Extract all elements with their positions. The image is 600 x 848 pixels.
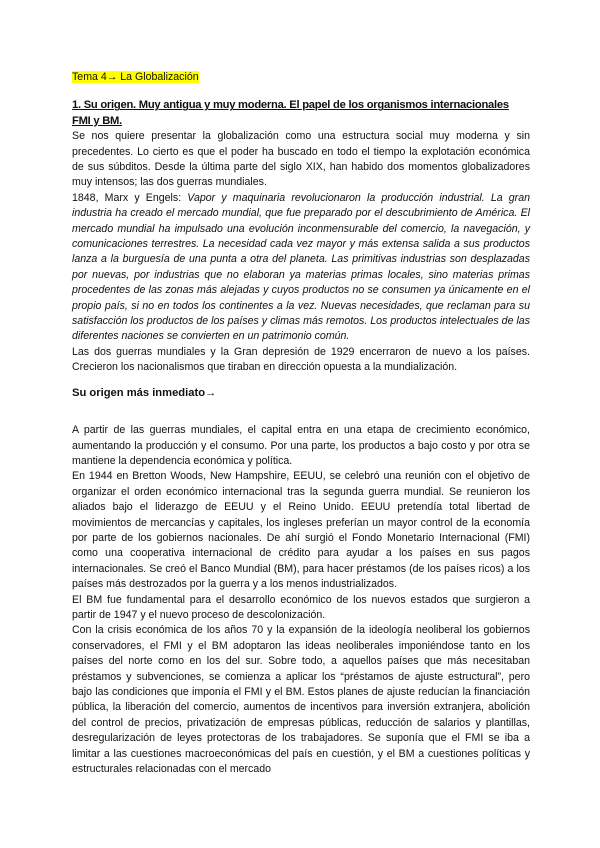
paragraph-quote	[72, 191, 530, 345]
paragraph-wars: Las dos guerras mundiales y la Gran depresión de 1929 encerraron de nuevo a los países. Crecieron los nacionalismos que tiraban en dirección opuesta a la mundialización.	[72, 345, 530, 374]
paragraph-growth: A partir de las guerras mundiales, el capital entra en una etapa de crecimiento económico, aumentando la producción y el consumo. Por una parte, los productos a bajo costo y por otra se mantiene la dependencia económica y política.	[72, 424, 530, 467]
quote-lead: 1848, Marx y Engels:	[72, 191, 188, 204]
paragraph-bretton-woods: En 1944 en Bretton Woods, New Hampshire, EEUU, se celebró una reunión con el objetivo de organizar el orden económico internacional tras la segunda guerra mundial. Se reunieron los aliados bajo el liderazgo de EEUU y el Reino Unido. EEUU pretendía total libertad de movimientos de mercancías y capitales, los ingleses preferían un mayor control de la economía por parte de los gobiernos nacionales. De ahí surgió el Fondo Monetario Internacional (FMI) como una cooperativa internacional de crédito para ayudar a los países en sus pagos internacionales. Se creó el Banco Mundial (BM), para hacer préstamos (de los países ricos) a los países más destrozados por la guerra y a los menos industrializados.	[72, 470, 530, 591]
spacer	[72, 401, 530, 423]
document-title	[72, 70, 530, 85]
section-heading-origin: 1. Su origen. Muy antigua y muy moderna. El papel de los organismos internacionales FMI y BM.	[72, 99, 509, 127]
paragraph-bm-development: El BM fue fundamental para el desarrollo económico de los nuevos estados que surgieron a partir de 1947 y el nuevo proceso de descolonización.	[72, 593, 530, 621]
paragraph-crisis-70s: Con la crisis económica de los años 70 y la expansión de la ideología neoliberal los gobiernos conservadores, el FMI y el BM adoptaron las ideas neoliberales imponiéndose tanto en los países del norte como en los del sur. Sobre todo, a aquellos países que más necesitaban préstamos y subvenciones, se comienza a aplicar los “préstamos de ajuste estructural”, pero bajo las condiciones que imponía el FMI y el BM. Estos planes de ajuste reducían la financiación pública, la liberación del comercio, aumentos de incentivos para inversión extranjera, abolición del control de precios, privatización de empresas públicas, reducción de salarios y plantillas, desregularización de leyes protectoras de los trabajadores. Se suponía que el FMI se iba a limitar a las cuestiones macroeconómicas del país en cuestión, y el BM a cuestiones políticas y estructurales relacionadas con el mercado	[72, 624, 530, 776]
document-page	[72, 70, 530, 777]
paragraph-intro: Se nos quiere presentar la globalización como una estructura social muy moderna y sin precedentes. Lo cierto es que el poder ha buscado en todo el tiempo la explotación económica de sus súbditos. Desde la última parte del siglo XIX, han habido dos momentos globalizadores muy intensos; las dos guerras mundiales.	[72, 130, 530, 189]
section-heading-immediate-origin: Su origen más inmediato→	[72, 386, 217, 399]
title-highlight: Tema 4→ La Globalización	[72, 71, 199, 83]
quote-text: Vapor y maquinaria revolucionaron la producción industrial. La gran industria ha creado el mercado mundial, que fue preparado por el descubrimiento de América. El mercado mundial ha impulsado una evolución inconmensurable del comercio, la navegación, y comunicaciones terrestres. La necesidad cada vez mayor y más extensa salida a sus productos lanza a la burguesía de una punta a otra del planeta. Las primitivas industrias son desplazadas por nuevas, por industrias que no elaboran ya materias primas locales, sino materias primas procedentes de las zonas más alejadas y cuyos productos no se consumen ya únicamente en el propio país, si no en todos los continentes a la vez. Nuevas necesidades, que reclaman para su satisfacción los productos de los países y climas más remotos. Los productos intelectuales de las diferentes naciones se convierten en un patrimonio común.	[72, 191, 530, 343]
